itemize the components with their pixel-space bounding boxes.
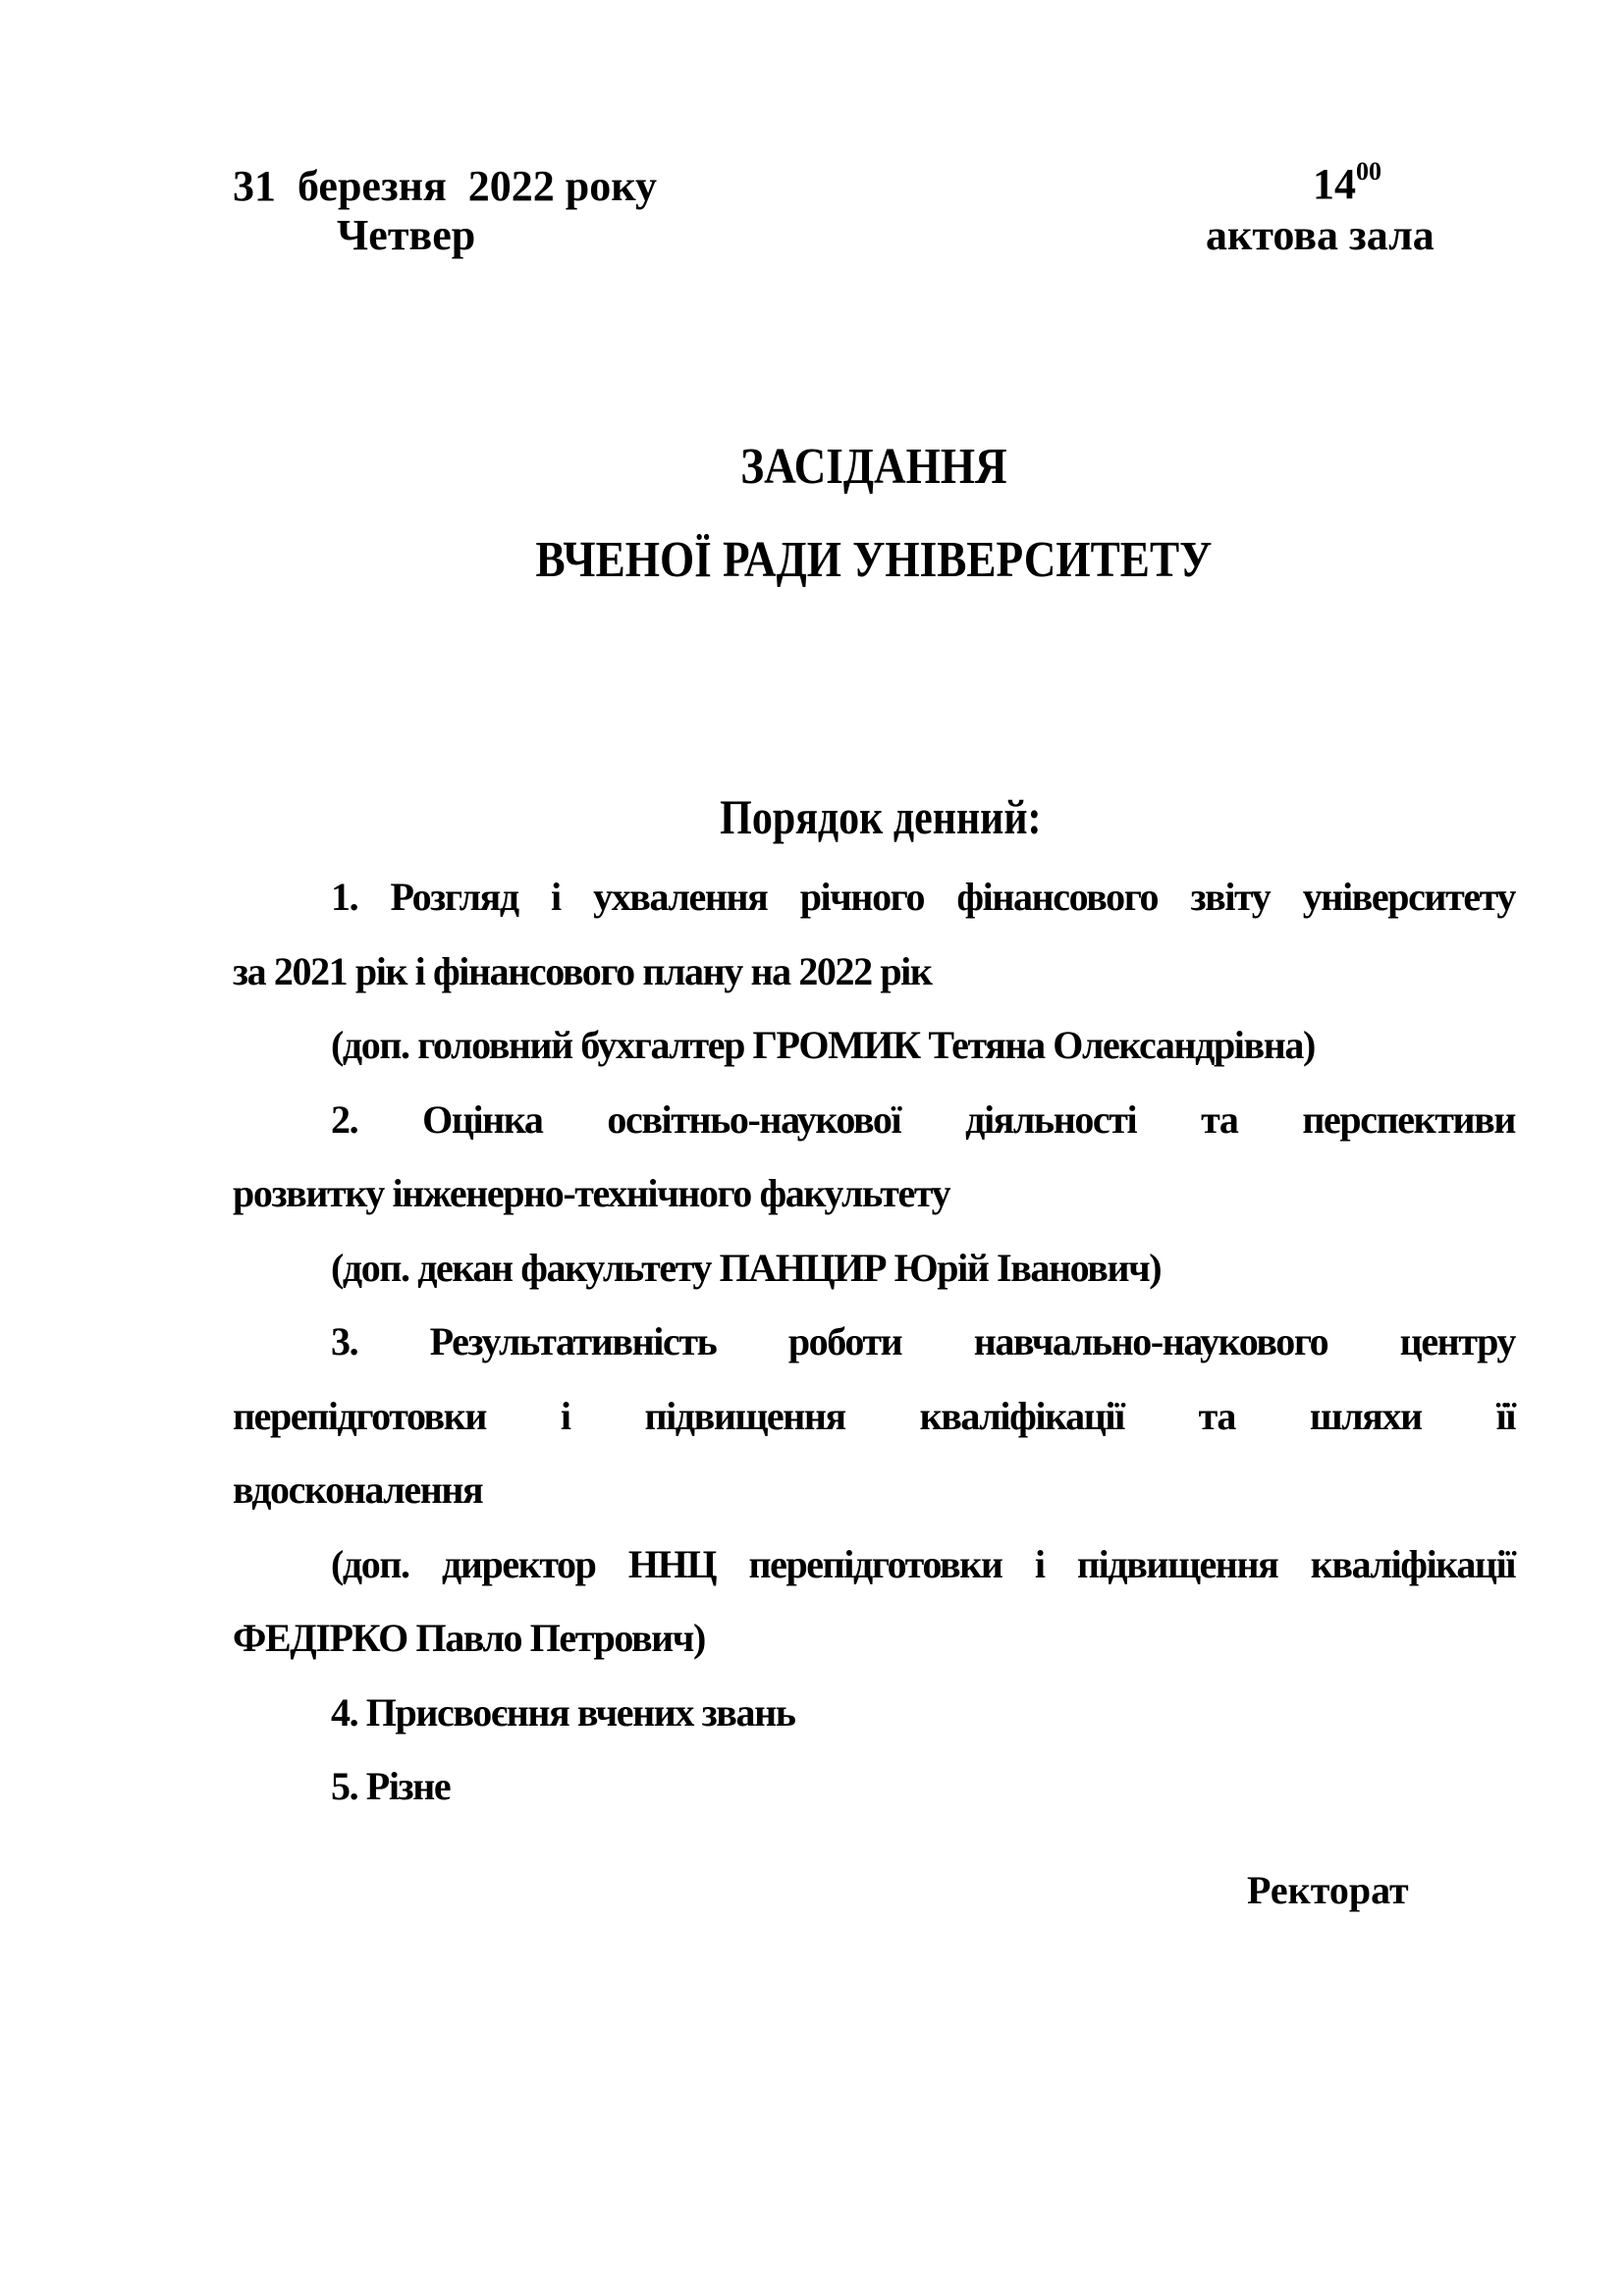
time-minutes: 00 bbox=[1356, 157, 1381, 186]
meeting-weekday: Четвер bbox=[337, 211, 476, 259]
agenda-item-3-speaker-line-1: (доп. директор ННЦ перепідготовки і підвищення кваліфікації bbox=[331, 1541, 1515, 1586]
title-council: ВЧЕНОЇ РАДИ УНІВЕРСИТЕТУ bbox=[535, 532, 1213, 588]
agenda-item-3-line-2: перепідготовки і підвищення кваліфікації та шляхи її bbox=[233, 1393, 1515, 1438]
agenda-item-3-speaker-line-2: ФЕДІРКО Павло Петрович) bbox=[233, 1616, 705, 1660]
signature-rectorate: Ректорат bbox=[1247, 1868, 1409, 1912]
title-line-1 bbox=[62, 439, 1624, 495]
agenda-item-1-line-1: 1. Розгляд і ухвалення річного фінансового звіту університету bbox=[331, 875, 1515, 919]
agenda-item-2-line-1: 2. Оцінка освітньо-наукової діяльності та перспективи bbox=[331, 1096, 1515, 1142]
agenda-heading-text: Порядок денний: bbox=[720, 789, 1042, 844]
agenda-list bbox=[233, 860, 1515, 1824]
agenda-item-3-line-1: 3. Результативність роботи навчально-наукового центру bbox=[331, 1319, 1515, 1363]
agenda-item-5: 5. Різне bbox=[331, 1764, 451, 1808]
agenda-item-2-line-2: розвитку інженерно-технічного факультету bbox=[233, 1171, 950, 1215]
title-meeting: ЗАСІДАННЯ bbox=[740, 439, 1007, 495]
title-line-2 bbox=[62, 532, 1624, 588]
agenda-item-1-speaker: (доп. головний бухгалтер ГРОМИК Тетяна Олександрівна) bbox=[331, 1023, 1315, 1067]
meeting-date: 31 березня 2022 року bbox=[233, 162, 657, 210]
time-hours: 14 bbox=[1313, 160, 1356, 208]
agenda-item-4: 4. Присвоєння вчених звань bbox=[331, 1689, 795, 1735]
agenda-item-1-line-2: за 2021 рік і фінансового плану на 2022 рік bbox=[233, 948, 932, 993]
meeting-venue: актова зала bbox=[1206, 211, 1435, 259]
agenda-heading bbox=[69, 789, 1624, 844]
agenda-item-2-speaker: (доп. декан факультету ПАНЦИР Юрій Іванович) bbox=[331, 1245, 1162, 1290]
meeting-time bbox=[1313, 157, 1381, 208]
agenda-item-3-line-3: вдосконалення bbox=[233, 1468, 483, 1512]
